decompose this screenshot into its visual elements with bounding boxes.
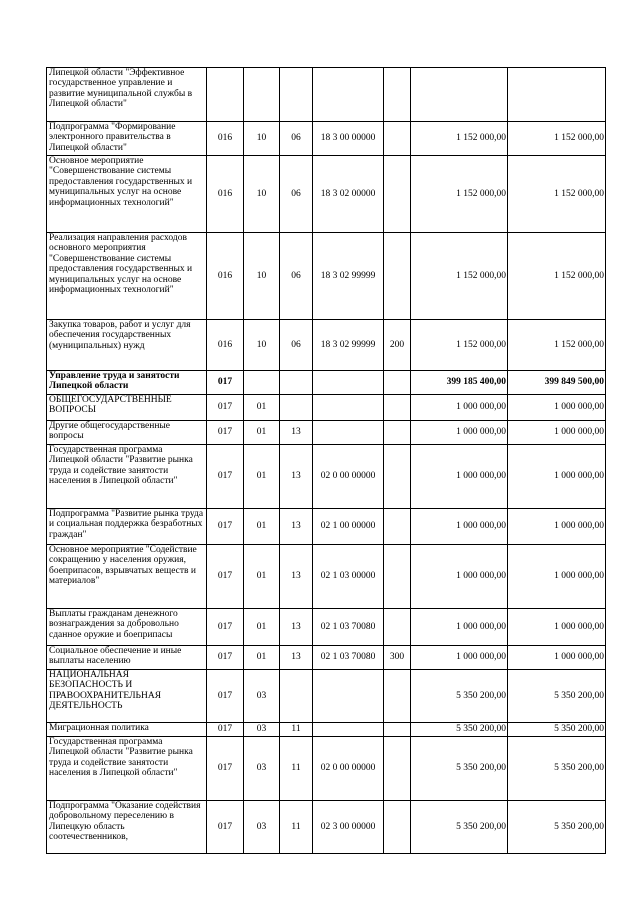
- cell-amount-year2: [508, 68, 606, 122]
- cell-name: Социальное обеспечение и иные выплаты населению: [47, 646, 207, 670]
- table-row: [47, 68, 606, 122]
- cell-ministry-code: 017: [207, 509, 244, 545]
- cell-ministry-code: 017: [207, 737, 244, 801]
- cell-amount-year1: 1 152 000,00: [411, 233, 508, 320]
- table-row: [47, 737, 606, 801]
- cell-expense-type: 200: [384, 320, 411, 371]
- cell-name: Другие общегосударственные вопросы: [47, 421, 207, 445]
- table-row: [47, 122, 606, 156]
- cell-amount-year2: 1 000 000,00: [508, 646, 606, 670]
- cell-name: Государственная программа Липецкой области "Развитие рынка труда и содействие занятости населения в Липецкой области": [47, 737, 207, 801]
- cell-target-article: 02 0 00 00000: [313, 445, 384, 509]
- cell-subsection-code: [280, 371, 313, 395]
- cell-expense-type: [384, 509, 411, 545]
- table-row: [47, 646, 606, 670]
- cell-name: Миграционная политика: [47, 723, 207, 737]
- cell-amount-year1: 1 152 000,00: [411, 122, 508, 156]
- cell-target-article: [313, 371, 384, 395]
- cell-amount-year2: 1 000 000,00: [508, 545, 606, 609]
- cell-amount-year1: 5 350 200,00: [411, 737, 508, 801]
- cell-expense-type: [384, 445, 411, 509]
- budget-table: [46, 67, 606, 854]
- cell-expense-type: [384, 737, 411, 801]
- cell-expense-type: [384, 723, 411, 737]
- cell-target-article: 02 1 00 00000: [313, 509, 384, 545]
- table-body: [47, 68, 606, 854]
- cell-name: ОБЩЕГОСУДАРСТВЕННЫЕ ВОПРОСЫ: [47, 395, 207, 421]
- cell-ministry-code: 016: [207, 122, 244, 156]
- cell-subsection-code: 13: [280, 609, 313, 646]
- cell-section-code: [244, 68, 280, 122]
- cell-subsection-code: 13: [280, 445, 313, 509]
- cell-amount-year1: 1 152 000,00: [411, 156, 508, 233]
- cell-target-article: 02 1 03 00000: [313, 545, 384, 609]
- cell-amount-year1: 1 000 000,00: [411, 421, 508, 445]
- cell-expense-type: [384, 670, 411, 723]
- cell-amount-year2: 1 152 000,00: [508, 156, 606, 233]
- cell-name: Управление труда и занятости Липецкой области: [47, 371, 207, 395]
- cell-ministry-code: 016: [207, 320, 244, 371]
- cell-name: Липецкой области "Эффективное государственное управление и развитие муниципальной службы в Липецкой области": [47, 68, 207, 122]
- table-row: [47, 156, 606, 233]
- cell-amount-year2: 1 152 000,00: [508, 233, 606, 320]
- cell-amount-year2: 1 000 000,00: [508, 445, 606, 509]
- cell-amount-year1: 1 000 000,00: [411, 609, 508, 646]
- cell-section-code: 03: [244, 737, 280, 801]
- cell-amount-year2: 1 152 000,00: [508, 320, 606, 371]
- cell-amount-year2: 5 350 200,00: [508, 670, 606, 723]
- cell-target-article: 02 3 00 00000: [313, 801, 384, 854]
- table-row: [47, 801, 606, 854]
- cell-ministry-code: 017: [207, 395, 244, 421]
- cell-amount-year1: 1 000 000,00: [411, 395, 508, 421]
- cell-expense-type: [384, 68, 411, 122]
- cell-amount-year2: 1 000 000,00: [508, 609, 606, 646]
- cell-name: Подпрограмма "Формирование электронного правительства в Липецкой области": [47, 122, 207, 156]
- cell-expense-type: [384, 395, 411, 421]
- cell-amount-year2: 1 000 000,00: [508, 395, 606, 421]
- cell-section-code: 03: [244, 670, 280, 723]
- table-row: [47, 445, 606, 509]
- cell-target-article: 02 1 03 70080: [313, 646, 384, 670]
- table-row: [47, 421, 606, 445]
- table-row: [47, 545, 606, 609]
- cell-section-code: 03: [244, 801, 280, 854]
- cell-target-article: 02 0 00 00000: [313, 737, 384, 801]
- cell-section-code: 10: [244, 122, 280, 156]
- cell-target-article: 02 1 03 70080: [313, 609, 384, 646]
- cell-section-code: 01: [244, 395, 280, 421]
- cell-subsection-code: 11: [280, 737, 313, 801]
- cell-section-code: 10: [244, 233, 280, 320]
- cell-ministry-code: 017: [207, 801, 244, 854]
- cell-amount-year2: 5 350 200,00: [508, 723, 606, 737]
- cell-name: Подпрограмма "Развитие рынка труда и социальная поддержка безработных граждан": [47, 509, 207, 545]
- cell-section-code: 01: [244, 609, 280, 646]
- cell-ministry-code: 017: [207, 646, 244, 670]
- cell-subsection-code: 06: [280, 233, 313, 320]
- cell-target-article: [313, 723, 384, 737]
- cell-expense-type: [384, 801, 411, 854]
- cell-target-article: 18 3 02 00000: [313, 156, 384, 233]
- cell-subsection-code: 06: [280, 320, 313, 371]
- cell-expense-type: [384, 609, 411, 646]
- cell-section-code: 01: [244, 545, 280, 609]
- cell-name: Основное мероприятие "Совершенствование системы предоставления государственных и муниципальных услуг на основе информационных технологий": [47, 156, 207, 233]
- cell-ministry-code: [207, 68, 244, 122]
- cell-expense-type: [384, 156, 411, 233]
- table-row: [47, 320, 606, 371]
- cell-name: Выплаты гражданам денежного вознаграждения за добровольно сданное оружие и боеприпасы: [47, 609, 207, 646]
- cell-expense-type: [384, 233, 411, 320]
- cell-name: Государственная программа Липецкой области "Развитие рынка труда и содействие занятости населения в Липецкой области": [47, 445, 207, 509]
- cell-ministry-code: 017: [207, 371, 244, 395]
- cell-target-article: [313, 68, 384, 122]
- cell-target-article: 18 3 00 00000: [313, 122, 384, 156]
- cell-amount-year1: 5 350 200,00: [411, 670, 508, 723]
- cell-amount-year2: 1 000 000,00: [508, 509, 606, 545]
- cell-name: НАЦИОНАЛЬНАЯ БЕЗОПАСНОСТЬ И ПРАВООХРАНИТЕЛЬНАЯ ДЕЯТЕЛЬНОСТЬ: [47, 670, 207, 723]
- cell-subsection-code: 13: [280, 421, 313, 445]
- cell-subsection-code: [280, 395, 313, 421]
- cell-target-article: 18 3 02 99999: [313, 233, 384, 320]
- cell-subsection-code: [280, 68, 313, 122]
- cell-subsection-code: 11: [280, 723, 313, 737]
- cell-ministry-code: 017: [207, 545, 244, 609]
- cell-amount-year1: 1 000 000,00: [411, 545, 508, 609]
- cell-expense-type: 300: [384, 646, 411, 670]
- cell-subsection-code: [280, 670, 313, 723]
- cell-expense-type: [384, 421, 411, 445]
- cell-target-article: 18 3 02 99999: [313, 320, 384, 371]
- cell-name: Реализация направления расходов основного мероприятия "Совершенствование системы предоставления государственных и муниципальных услуг на основе информационных технологий": [47, 233, 207, 320]
- cell-subsection-code: 13: [280, 509, 313, 545]
- cell-ministry-code: 016: [207, 233, 244, 320]
- table-row: [47, 670, 606, 723]
- cell-name: Подпрограмма "Оказание содействия добровольному переселению в Липецкую область соотечественников,: [47, 801, 207, 854]
- cell-ministry-code: 017: [207, 670, 244, 723]
- cell-amount-year1: 1 152 000,00: [411, 320, 508, 371]
- cell-expense-type: [384, 371, 411, 395]
- cell-section-code: 03: [244, 723, 280, 737]
- cell-subsection-code: 11: [280, 801, 313, 854]
- cell-ministry-code: 016: [207, 156, 244, 233]
- cell-section-code: 10: [244, 156, 280, 233]
- cell-section-code: 01: [244, 646, 280, 670]
- table-row: [47, 723, 606, 737]
- cell-subsection-code: 06: [280, 122, 313, 156]
- cell-expense-type: [384, 122, 411, 156]
- cell-amount-year1: 1 000 000,00: [411, 646, 508, 670]
- cell-subsection-code: 13: [280, 545, 313, 609]
- cell-expense-type: [384, 545, 411, 609]
- cell-amount-year2: 1 152 000,00: [508, 122, 606, 156]
- cell-section-code: 10: [244, 320, 280, 371]
- cell-ministry-code: 017: [207, 421, 244, 445]
- cell-section-code: 01: [244, 421, 280, 445]
- cell-amount-year1: 5 350 200,00: [411, 723, 508, 737]
- cell-amount-year2: 5 350 200,00: [508, 801, 606, 854]
- cell-ministry-code: 017: [207, 609, 244, 646]
- cell-subsection-code: 13: [280, 646, 313, 670]
- table-row: [47, 395, 606, 421]
- table-row: [47, 233, 606, 320]
- table-row: [47, 609, 606, 646]
- cell-section-code: 01: [244, 445, 280, 509]
- cell-ministry-code: 017: [207, 723, 244, 737]
- table-row: [47, 371, 606, 395]
- cell-target-article: [313, 421, 384, 445]
- cell-target-article: [313, 670, 384, 723]
- cell-amount-year2: 1 000 000,00: [508, 421, 606, 445]
- cell-section-code: [244, 371, 280, 395]
- cell-target-article: [313, 395, 384, 421]
- cell-amount-year2: 399 849 500,00: [508, 371, 606, 395]
- cell-subsection-code: 06: [280, 156, 313, 233]
- cell-amount-year2: 5 350 200,00: [508, 737, 606, 801]
- cell-name: Основное мероприятие "Содействие сокращению у населения оружия, боеприпасов, взрывчатых веществ и материалов": [47, 545, 207, 609]
- cell-amount-year1: 1 000 000,00: [411, 445, 508, 509]
- cell-amount-year1: 399 185 400,00: [411, 371, 508, 395]
- cell-amount-year1: [411, 68, 508, 122]
- cell-section-code: 01: [244, 509, 280, 545]
- cell-ministry-code: 017: [207, 445, 244, 509]
- cell-amount-year1: 1 000 000,00: [411, 509, 508, 545]
- table-row: [47, 509, 606, 545]
- cell-amount-year1: 5 350 200,00: [411, 801, 508, 854]
- cell-name: Закупка товаров, работ и услуг для обеспечения государственных (муниципальных) нужд: [47, 320, 207, 371]
